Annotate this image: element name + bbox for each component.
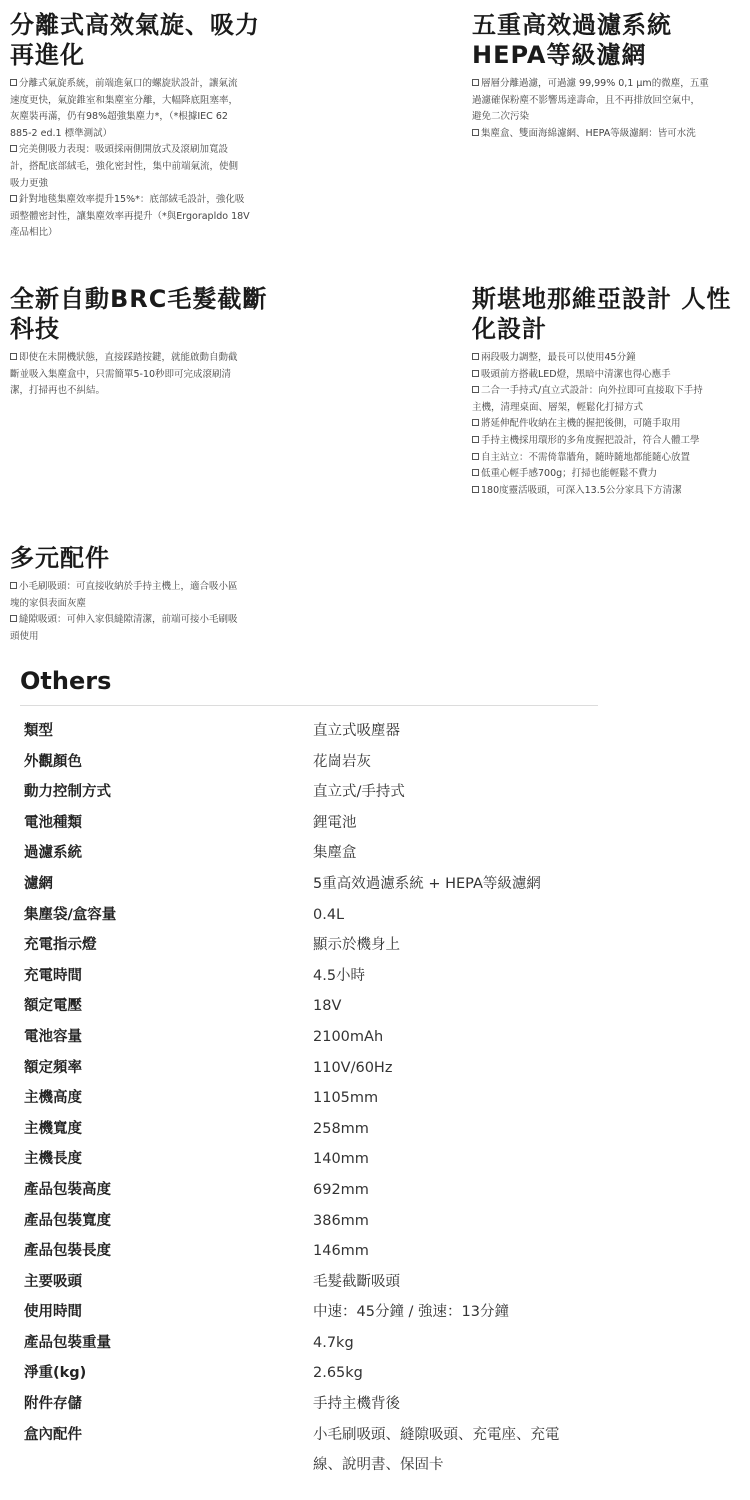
feature-line [472,93,742,110]
feature-line-text: 過濾確保粉塵不影響馬達壽命，且不再排放回空氣中， [472,94,701,106]
feature-line [10,383,300,400]
feature-line [472,483,742,500]
feature-title: 斯堪地那維亞設計 人性 化設計 [472,285,732,343]
bullet-box-icon [472,436,479,443]
feature-line [472,367,742,384]
feature-line [10,350,300,367]
spec-row [24,1144,624,1175]
spec-label: 產品包裝長度 [24,1243,111,1260]
feature-line [472,416,742,433]
feature-scandinavian-design [472,284,742,499]
spec-row [24,900,624,931]
spec-row [24,808,624,839]
spec-value: 140mm [313,1151,369,1168]
bullet-box-icon [472,469,479,476]
feature-line [472,466,742,483]
spec-value: 110V/60Hz [313,1059,393,1076]
feature-line-text: 吸力更強 [10,177,49,189]
spec-row [24,1328,624,1359]
feature-line-text: 低重心輕手感700g；打掃也能輕鬆不費力 [481,468,658,480]
spec-label: 濾網 [24,875,53,892]
spec-label: 淨重(kg) [24,1365,87,1382]
feature-description [10,350,300,400]
bullet-box-icon [472,79,479,86]
feature-line [10,596,300,613]
spec-row [24,991,624,1022]
feature-line [10,192,300,209]
spec-value: 1105mm [313,1090,379,1107]
spec-value: 中速：45分鐘 / 強速：13分鐘 [313,1304,510,1321]
feature-line-text: 頭整體密封性，讓集塵效率再提升（*與Ergorapldo 18V [10,210,250,222]
spec-label: 產品包裝寬度 [24,1212,111,1229]
spec-value: 2.65kg [313,1365,363,1382]
feature-line [10,76,300,93]
feature-line-text: 計，搭配底部絨毛，強化密封性，集中前端氣流，使側 [10,160,239,172]
spec-label: 使用時間 [24,1304,82,1321]
spec-value: 直立式/手持式 [313,784,405,801]
feature-line-text: 吸頭前方搭載LED燈，黑暗中清潔也得心應手 [481,368,671,380]
feature-line [472,350,742,367]
spec-value: 692mm [313,1181,369,1198]
feature-description [10,579,300,645]
spec-value: 4.5小時 [313,967,366,984]
spec-value: 集塵盒 [313,845,357,862]
feature-title: 分離式高效氣旋、吸力 再進化 [10,11,260,69]
spec-label: 過濾系統 [24,845,82,862]
feature-line [472,76,742,93]
feature-line [10,126,300,143]
spec-row [24,869,624,900]
feature-title: 全新自動BRC毛髮截斷 科技 [10,285,268,343]
spec-value: 顯示於機身上 [313,937,400,954]
bullet-box-icon [472,370,479,377]
feature-line-text: 將延伸配件收納在主機的握把後側，可隨手取用 [481,418,681,430]
feature-line-text: 主機，清理桌面、層架，輕鬆化打掃方式 [472,401,644,413]
spec-value: 鋰電池 [313,814,357,831]
feature-line [472,450,742,467]
spec-label: 產品包裝高度 [24,1181,111,1198]
feature-line [10,176,300,193]
spec-row [24,747,624,778]
spec-row [24,1236,624,1267]
feature-line-text: 層層分離過濾，可過濾 99,99% 0,1 μm的微塵，五重 [481,78,709,89]
feature-line-text: 885-2 ed.1 標準測試） [10,127,113,139]
spec-row [24,1083,624,1114]
feature-line-text: 分離式氣旋系統，前端進氣口的螺旋狀設計，讓氣流 [19,78,238,89]
spec-label: 產品包裝重量 [24,1334,111,1351]
bullet-box-icon [472,486,479,493]
feature-accessories [10,543,300,645]
feature-line-text: 速度更快，氣旋錐室和集塵室分離，大幅降底阻塞率， [10,94,239,106]
spec-label: 主要吸頭 [24,1273,82,1290]
feature-title: 多元配件 [10,544,110,572]
feature-line [10,629,300,646]
others-heading: Others [20,667,112,695]
feature-line [10,93,300,110]
spec-row [24,1022,624,1053]
feature-line [10,209,300,226]
spec-label: 充電指示燈 [24,937,97,954]
spec-label: 主機高度 [24,1090,82,1107]
feature-line [10,225,300,242]
bullet-box-icon [10,145,17,152]
feature-line-text: 頭使用 [10,630,39,642]
feature-brc-hair-cut [10,284,300,400]
spec-table [24,716,624,1481]
bullet-box-icon [472,419,479,426]
spec-label: 主機長度 [24,1151,82,1168]
feature-line-text: 自主站立：不需倚靠牆角，隨時隨地都能隨心放置 [481,451,691,463]
spec-row [24,1267,624,1298]
spec-value: 258mm [313,1120,369,1137]
spec-label: 附件存儲 [24,1396,82,1413]
feature-line-text: 針對地毯集塵效率提升15%*：底部絨毛設計，強化吸 [19,194,245,206]
spec-row [24,777,624,808]
feature-line-text: 潔，打掃再也不糾結。 [10,385,106,397]
feature-description [472,76,742,142]
feature-line-text: 手持主機採用環形的多角度握把設計，符合人體工學 [481,434,700,446]
feature-line-text: 集塵盒、雙面海綿濾網、HEPA等級濾網：皆可水洗 [481,127,696,139]
feature-line [472,400,742,417]
spec-label: 集塵袋/盒容量 [24,906,117,923]
bullet-box-icon [472,353,479,360]
spec-label: 外觀顏色 [24,753,82,770]
spec-label: 電池種類 [24,814,82,831]
feature-line-text: 塊的家俱表面灰塵 [10,597,87,609]
feature-line [472,109,742,126]
feature-line-text: 完美側吸力表現：吸頭採兩側開放式及滾刷加寬設 [19,144,229,156]
spec-label: 動力控制方式 [24,784,111,801]
feature-line-text: 產品相比） [10,227,58,239]
spec-value: 4.7kg [313,1334,354,1351]
feature-line-text: 縫隙吸頭：可伸入家俱縫隙清潔，前端可接小毛刷吸 [19,614,238,626]
feature-line [472,383,742,400]
spec-row [24,930,624,961]
spec-value: 18V [313,998,342,1015]
spec-row [24,1175,624,1206]
spec-row [24,1358,624,1389]
feature-line [10,142,300,159]
feature-line-text: 二合一手持式/直立式設計：向外拉即可直接取下手持 [481,385,703,397]
feature-line-text: 180度靈活吸頭，可深入13.5公分家具下方清潔 [481,484,682,496]
divider [20,705,598,706]
spec-label: 電池容量 [24,1028,82,1045]
feature-line-text: 灰塵裝再滿，仍有98%超強集塵力*，（*根據IEC 62 [10,111,228,123]
spec-row [24,1114,624,1145]
spec-value: 2100mAh [313,1028,384,1045]
spec-row [24,961,624,992]
spec-label: 類型 [24,723,53,739]
feature-line [10,159,300,176]
feature-line [10,579,300,596]
spec-value: 5重高效過濾系統 + HEPA等級濾網 [313,875,541,892]
feature-filtration [472,10,742,142]
bullet-box-icon [472,453,479,460]
feature-line-text: 即使在未開機狀態，直接踩踏按鍵，就能啟動自動截 [19,352,238,363]
bullet-box-icon [10,615,17,622]
bullet-box-icon [10,79,17,86]
spec-label: 盒內配件 [24,1426,82,1443]
spec-row [24,1297,624,1328]
feature-line [10,109,300,126]
feature-line [472,433,742,450]
bullet-box-icon [472,386,479,393]
spec-label: 充電時間 [24,967,82,984]
spec-label: 額定電壓 [24,998,82,1015]
spec-label: 額定頻率 [24,1059,82,1076]
bullet-box-icon [10,353,17,360]
feature-title: 五重高效過濾系統 HEPA等級濾網 [472,11,672,69]
spec-value: 386mm [313,1212,369,1229]
spec-value: 毛髮截斷吸頭 [313,1273,400,1290]
spec-row [24,1420,624,1481]
spec-row [24,716,624,747]
feature-description [472,350,742,499]
bullet-box-icon [472,129,479,136]
feature-description [10,76,300,242]
spec-row [24,1053,624,1084]
spec-label: 主機寬度 [24,1120,82,1137]
bullet-box-icon [10,195,17,202]
feature-line [10,612,300,629]
spec-value: 直立式吸塵器 [313,723,400,739]
spec-value: 小毛刷吸頭、縫隙吸頭、充電座、充電 線、說明書、保固卡 [313,1426,560,1474]
bullet-box-icon [10,582,17,589]
spec-value: 146mm [313,1243,369,1260]
spec-row [24,1389,624,1420]
feature-line-text: 避免二次污染 [472,111,530,123]
spec-value: 0.4L [313,906,345,923]
feature-line [472,126,742,143]
feature-cyclone [10,10,300,242]
spec-row [24,1206,624,1237]
feature-line-text: 兩段吸力調整，最長可以使用45分鐘 [481,352,636,363]
feature-line [10,367,300,384]
feature-line-text: 斷並吸入集塵盒中，只需簡單5-10秒即可完成滾刷清 [10,368,232,380]
feature-line-text: 小毛刷吸頭：可直接收納於手持主機上，適合吸小區 [19,581,238,592]
spec-value: 手持主機背後 [313,1396,400,1413]
spec-value: 花崗岩灰 [313,753,371,770]
spec-row [24,838,624,869]
